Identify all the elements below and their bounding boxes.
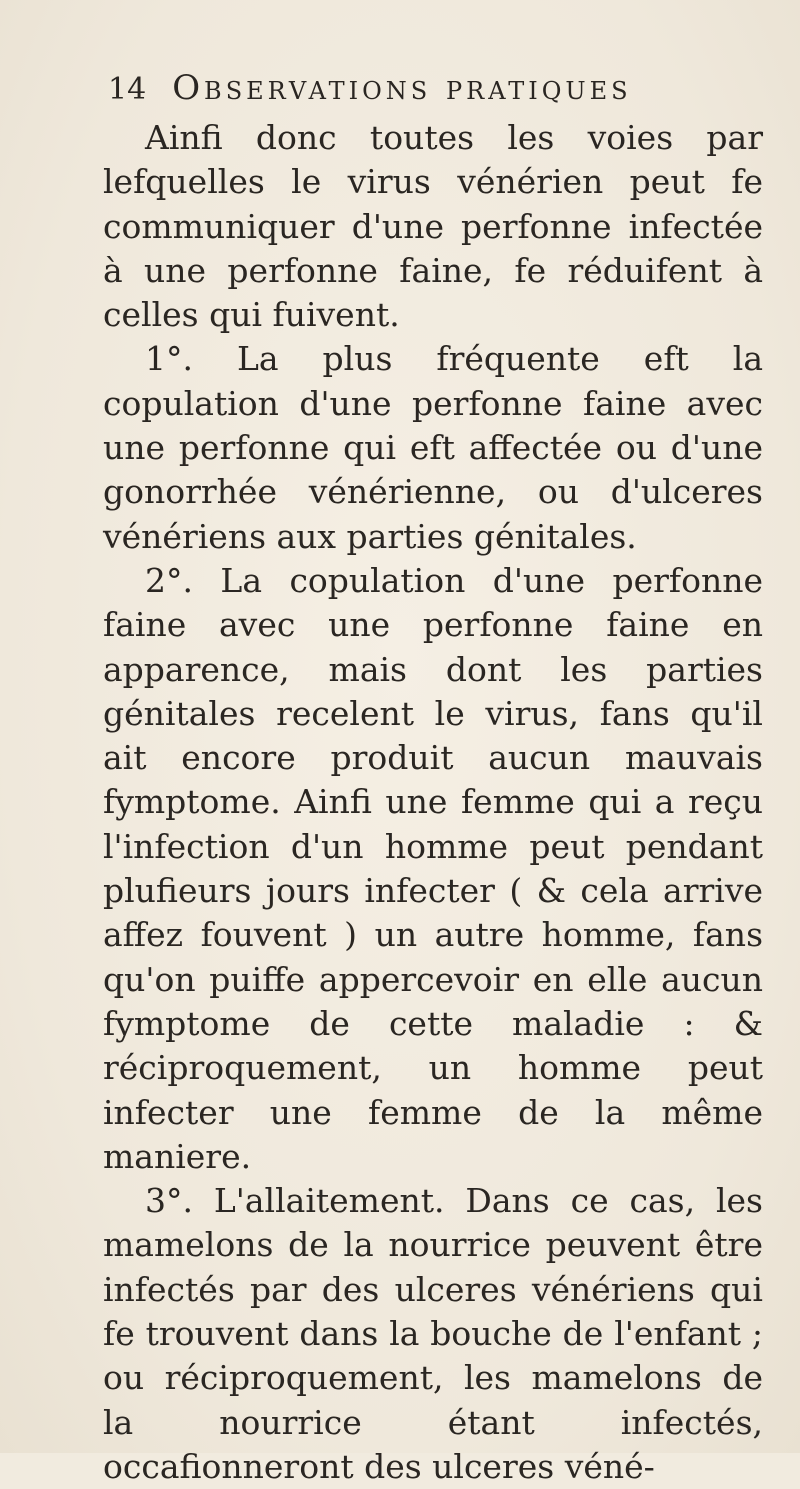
page-number: 14	[108, 72, 147, 107]
page-body-text	[103, 116, 763, 1489]
paragraph-point-1: 1°. La plus fréquente eft la copulation d'une perfonne faine avec une perfonne qui eft affectée ou d'une gonorrhée vénérienne, ou d'ulceres vénériens aux parties génitales.	[103, 339, 763, 556]
paragraph-point-2: 2°. La copulation d'une perfonne faine avec une perfonne faine en apparence, mais dont les parties génitales recelent le virus, fans qu'il ait encore produit aucun mauvais fymptome. Ainfi une femme qui a reçu l'infection d'un homme peut pendant plufieurs jours infecter ( & cela arrive affez fouvent ) un autre homme, fans qu'on puiffe appercevoir en elle aucun fymptome de cette maladie : & réciproquement, un homme peut infecter une femme de la même maniere.	[103, 560, 763, 1176]
running-title: Observations pratiques	[172, 68, 632, 108]
paragraph-intro: Ainfi donc toutes les voies par lefquelles le virus vénérien peut fe communiquer d'une perfonne infectée à une perfonne faine, fe réduifent à celles qui fuivent.	[103, 118, 763, 335]
running-header	[108, 66, 748, 110]
paragraph-point-3: 3°. L'allaitement. Dans ce cas, les mamelons de la nourrice peuvent être infectés par des ulceres vénériens qui fe trouvent dans la bouche de l'enfant ; ou réciproquement, les mamelons de la nourrice étant infectés, occafionneront des ulceres véné-	[103, 1181, 763, 1486]
